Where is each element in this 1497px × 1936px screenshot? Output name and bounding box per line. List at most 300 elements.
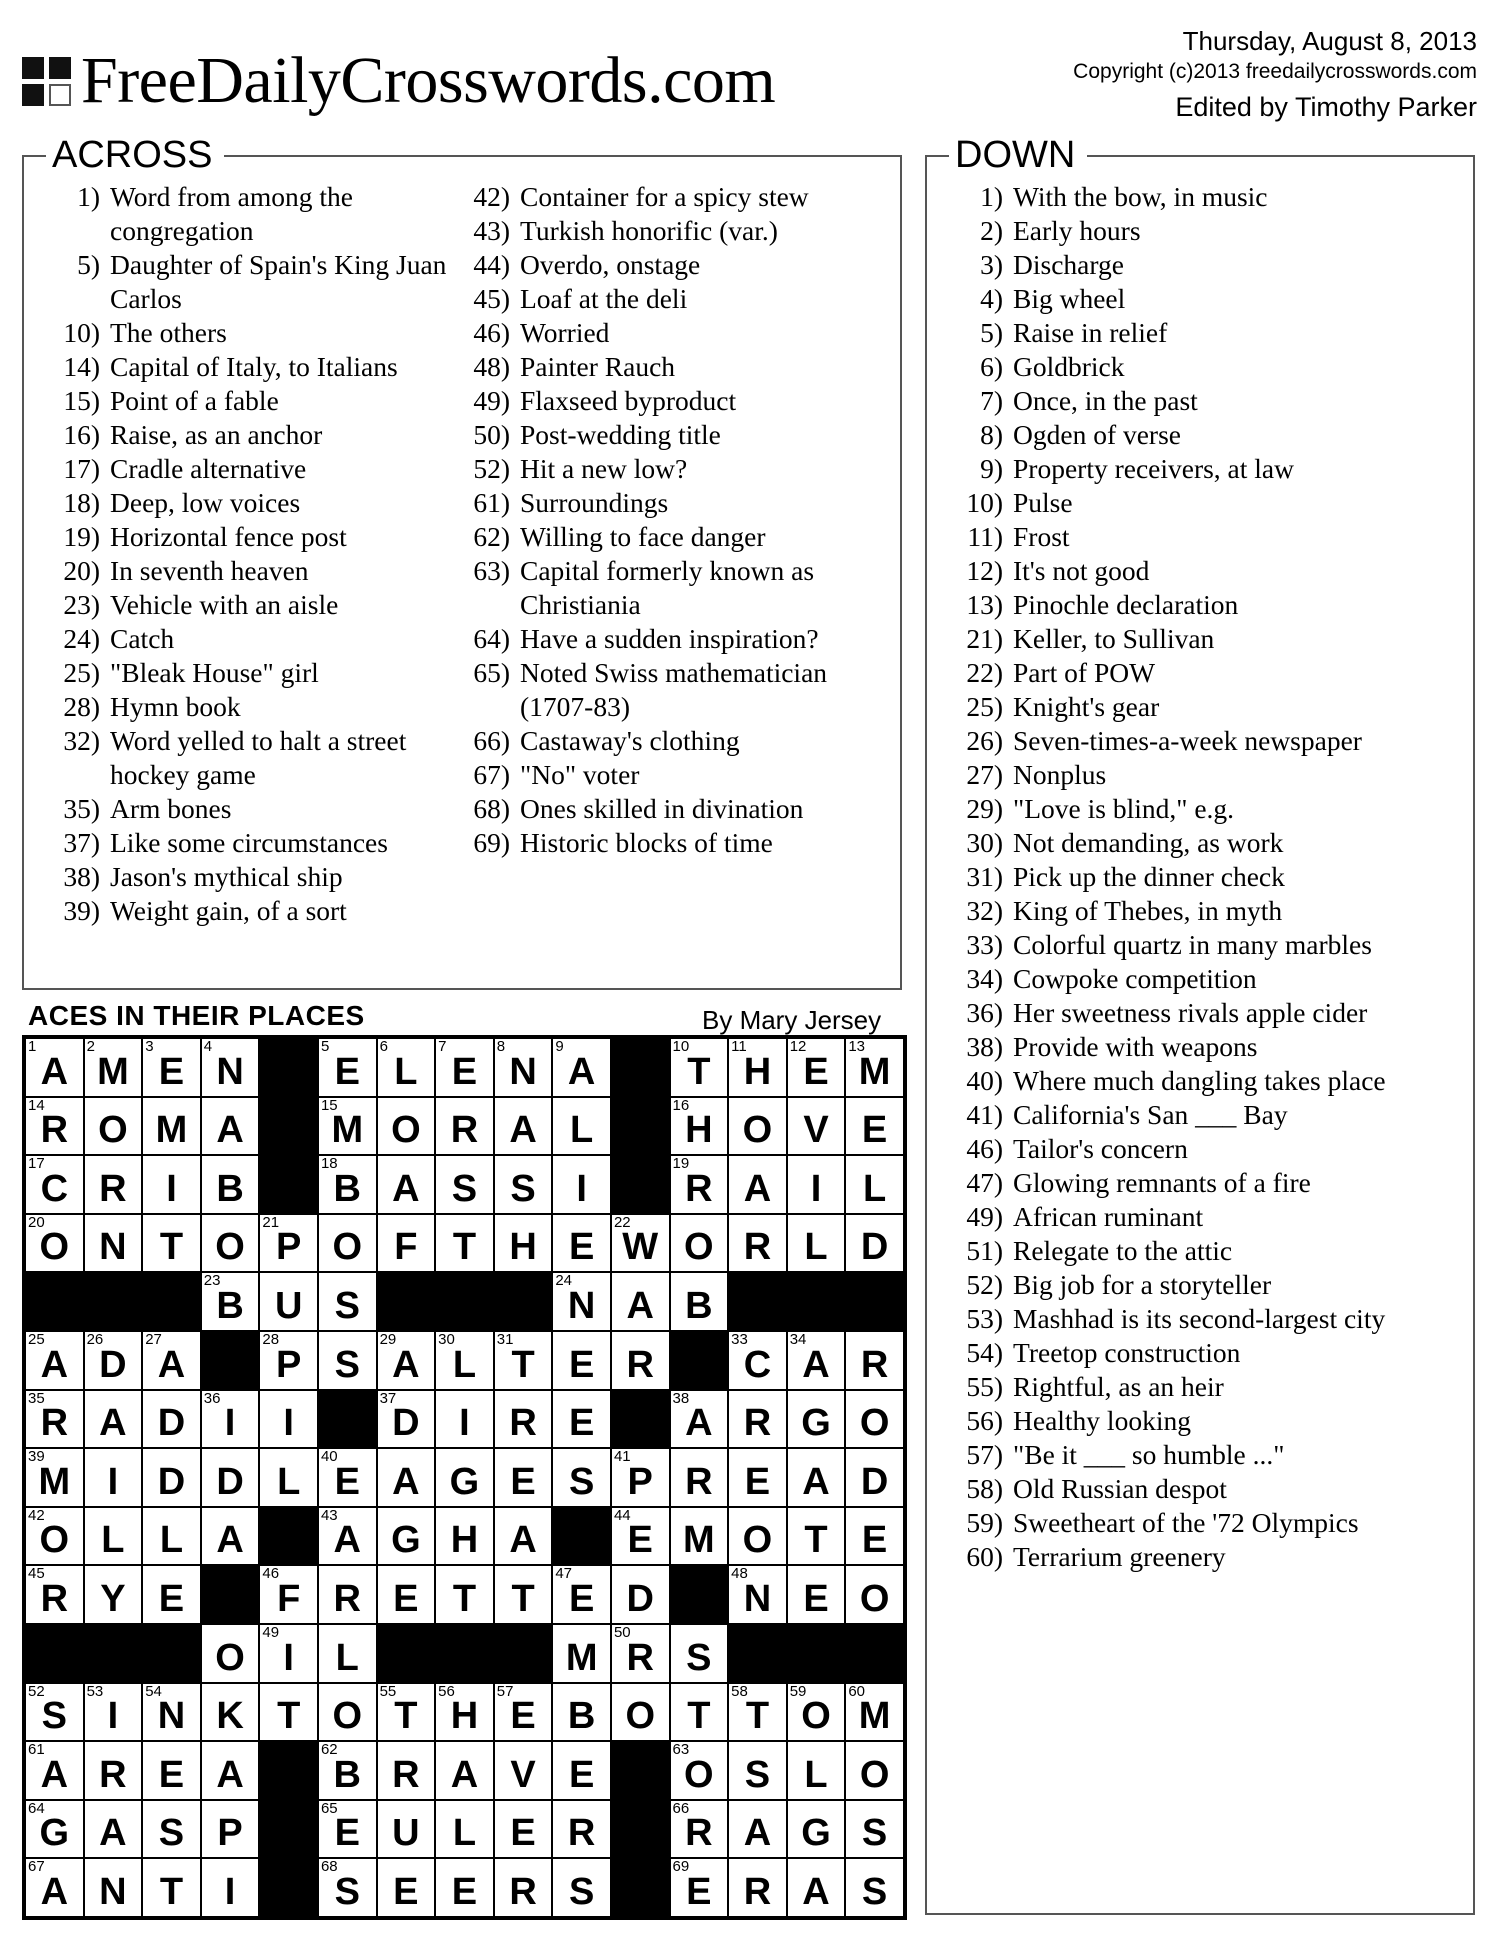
grid-cell[interactable]	[728, 1507, 787, 1566]
grid-cell[interactable]	[845, 1155, 904, 1214]
grid-cell[interactable]	[201, 1272, 260, 1331]
clue-item	[34, 894, 454, 928]
cell-letter: A	[157, 1343, 186, 1386]
clue-item	[937, 928, 1467, 962]
grid-cell[interactable]	[552, 1565, 611, 1624]
grid-cell[interactable]	[201, 1390, 260, 1449]
grid-cell[interactable]	[552, 1683, 611, 1742]
grid-cell[interactable]	[435, 1097, 494, 1156]
grid-cell[interactable]	[845, 1800, 904, 1859]
clue-text: It's not good	[1013, 555, 1150, 586]
grid-cell[interactable]	[494, 1214, 553, 1273]
grid-cell[interactable]	[494, 1155, 553, 1214]
grid-cell[interactable]	[377, 1741, 436, 1800]
grid-black-square	[494, 1272, 553, 1331]
grid-cell[interactable]	[84, 1507, 143, 1566]
grid-cell[interactable]	[670, 1800, 729, 1859]
grid-cell[interactable]	[611, 1507, 670, 1566]
cell-letter: U	[392, 1812, 420, 1855]
cell-letter: O	[859, 1402, 890, 1445]
grid-cell[interactable]	[845, 1858, 904, 1917]
grid-cell[interactable]	[201, 1624, 260, 1683]
grid-cell[interactable]	[84, 1097, 143, 1156]
grid-cell[interactable]	[845, 1097, 904, 1156]
grid-cell[interactable]	[25, 1097, 84, 1156]
grid-cell[interactable]	[377, 1038, 436, 1097]
clue-text: Part of POW	[1013, 657, 1156, 688]
grid-cell[interactable]	[201, 1097, 260, 1156]
cell-letter: R	[743, 1402, 772, 1445]
grid-cell[interactable]	[787, 1741, 846, 1800]
grid-cell[interactable]	[318, 1331, 377, 1390]
grid-cell[interactable]	[552, 1800, 611, 1859]
cell-number: 8	[496, 1038, 506, 1055]
grid-cell[interactable]	[670, 1741, 729, 1800]
cell-letter: O	[859, 1753, 890, 1796]
cell-letter: O	[742, 1109, 773, 1152]
grid-cell[interactable]	[84, 1565, 143, 1624]
cell-letter: R	[392, 1753, 420, 1796]
grid-cell[interactable]	[435, 1331, 494, 1390]
cell-number: 60	[848, 1682, 865, 1700]
grid-cell[interactable]	[377, 1214, 436, 1273]
grid-cell[interactable]	[728, 1331, 787, 1390]
grid-cell[interactable]	[318, 1448, 377, 1507]
grid-cell[interactable]	[318, 1858, 377, 1917]
grid-cell[interactable]	[611, 1624, 670, 1683]
grid-cell[interactable]	[84, 1800, 143, 1859]
clue-text: The others	[110, 317, 227, 348]
grid-cell[interactable]	[787, 1565, 846, 1624]
grid-cell[interactable]	[787, 1507, 846, 1566]
grid-cell[interactable]	[494, 1565, 553, 1624]
grid-cell[interactable]	[552, 1858, 611, 1917]
grid-cell[interactable]	[611, 1683, 670, 1742]
grid-cell[interactable]	[142, 1448, 201, 1507]
grid-cell[interactable]	[670, 1858, 729, 1917]
clue-number: 5)	[980, 317, 1003, 348]
grid-cell[interactable]	[318, 1214, 377, 1273]
cell-number: 53	[86, 1682, 104, 1700]
grid-cell[interactable]	[728, 1800, 787, 1859]
grid-cell[interactable]	[552, 1097, 611, 1156]
grid-cell[interactable]	[25, 1565, 84, 1624]
grid-cell[interactable]	[728, 1565, 787, 1624]
grid-cell[interactable]	[728, 1858, 787, 1917]
grid-cell[interactable]	[435, 1858, 494, 1917]
cell-letter: B	[685, 1284, 713, 1327]
clue-item	[937, 1540, 1467, 1574]
across-column-1	[34, 180, 454, 928]
grid-cell[interactable]	[377, 1565, 436, 1624]
grid-cell[interactable]	[377, 1155, 436, 1214]
grid-cell[interactable]	[142, 1038, 201, 1097]
cell-letter: L	[570, 1109, 594, 1152]
cell-letter: A	[216, 1109, 244, 1152]
grid-cell[interactable]	[728, 1448, 787, 1507]
cell-letter: L	[863, 1167, 887, 1210]
grid-cell[interactable]	[318, 1507, 377, 1566]
grid-cell[interactable]	[552, 1331, 611, 1390]
clue-number: 36)	[966, 997, 1003, 1028]
grid-cell[interactable]	[494, 1741, 553, 1800]
grid-cell[interactable]	[259, 1331, 318, 1390]
grid-cell[interactable]	[25, 1800, 84, 1859]
grid-cell[interactable]	[845, 1507, 904, 1566]
cell-number: 65	[320, 1799, 338, 1817]
clue-text: Glowing remnants of a fire	[1013, 1167, 1311, 1198]
clue-text: Terrarium greenery	[1013, 1541, 1226, 1572]
grid-cell[interactable]	[670, 1097, 729, 1156]
grid-cell[interactable]	[611, 1214, 670, 1273]
cell-letter: L	[452, 1812, 477, 1855]
grid-cell[interactable]	[787, 1214, 846, 1273]
clue-text: Where much dangling takes place	[1013, 1065, 1386, 1096]
grid-cell[interactable]	[728, 1038, 787, 1097]
cell-letter: O	[684, 1753, 714, 1796]
grid-cell[interactable]	[142, 1741, 201, 1800]
grid-cell[interactable]	[84, 1741, 143, 1800]
cell-letter: E	[510, 1695, 536, 1738]
grid-cell[interactable]	[142, 1390, 201, 1449]
grid-cell[interactable]	[259, 1214, 318, 1273]
grid-cell[interactable]	[494, 1038, 553, 1097]
grid-cell[interactable]	[845, 1038, 904, 1097]
grid-cell[interactable]	[670, 1390, 729, 1449]
grid-cell[interactable]	[259, 1683, 318, 1742]
grid-cell[interactable]	[259, 1448, 318, 1507]
cell-number: 4	[203, 1038, 213, 1055]
grid-cell[interactable]	[494, 1097, 553, 1156]
grid-cell[interactable]	[84, 1683, 143, 1742]
grid-cell[interactable]	[728, 1741, 787, 1800]
cell-letter: E	[334, 1812, 360, 1855]
grid-cell[interactable]	[787, 1155, 846, 1214]
clue-item	[34, 792, 454, 826]
grid-cell[interactable]	[142, 1331, 201, 1390]
grid-cell[interactable]	[435, 1741, 494, 1800]
grid-cell[interactable]	[201, 1741, 260, 1800]
grid-cell[interactable]	[84, 1038, 143, 1097]
grid-cell[interactable]	[25, 1858, 84, 1917]
grid-cell[interactable]	[670, 1214, 729, 1273]
grid-cell[interactable]	[201, 1507, 260, 1566]
clue-text: Once, in the past	[1013, 385, 1198, 416]
clue-item	[937, 180, 1467, 214]
clue-item	[937, 894, 1467, 928]
cell-number: 58	[731, 1682, 748, 1700]
grid-cell[interactable]	[552, 1214, 611, 1273]
grid-cell[interactable]	[201, 1858, 260, 1917]
grid-cell[interactable]	[670, 1155, 729, 1214]
grid-cell[interactable]	[670, 1507, 729, 1566]
grid-black-square	[611, 1858, 670, 1917]
cell-letter: T	[159, 1226, 184, 1269]
grid-cell[interactable]	[552, 1390, 611, 1449]
grid-cell[interactable]	[318, 1565, 377, 1624]
grid-cell[interactable]	[494, 1331, 553, 1390]
clue-number: 8)	[980, 419, 1003, 450]
grid-cell[interactable]	[552, 1272, 611, 1331]
clue-text: Not demanding, as work	[1013, 827, 1284, 858]
clue-item	[937, 520, 1467, 554]
grid-cell[interactable]	[611, 1565, 670, 1624]
clue-text: Raise, as an anchor	[110, 419, 323, 450]
grid-cell[interactable]	[25, 1507, 84, 1566]
grid-cell[interactable]	[552, 1741, 611, 1800]
grid-cell[interactable]	[84, 1390, 143, 1449]
grid-black-square	[259, 1858, 318, 1917]
grid-black-square	[670, 1565, 729, 1624]
grid-cell[interactable]	[787, 1097, 846, 1156]
cell-letter: U	[274, 1284, 303, 1327]
grid-cell[interactable]	[435, 1390, 494, 1449]
cell-letter: L	[335, 1636, 359, 1679]
clue-text: Goldbrick	[1013, 351, 1125, 382]
grid-cell[interactable]	[435, 1038, 494, 1097]
grid-cell[interactable]	[845, 1741, 904, 1800]
grid-cell[interactable]	[318, 1155, 377, 1214]
cell-letter: R	[685, 1167, 713, 1210]
clue-text: Rightful, as an heir	[1013, 1371, 1224, 1402]
grid-cell[interactable]	[84, 1858, 143, 1917]
grid-cell[interactable]	[552, 1624, 611, 1683]
grid-cell[interactable]	[377, 1800, 436, 1859]
grid-cell[interactable]	[494, 1390, 553, 1449]
grid-cell[interactable]	[318, 1800, 377, 1859]
grid-cell[interactable]	[787, 1390, 846, 1449]
grid-cell[interactable]	[787, 1858, 846, 1917]
grid-cell[interactable]	[201, 1800, 260, 1859]
grid-cell[interactable]	[845, 1683, 904, 1742]
cell-number: 49	[262, 1623, 280, 1641]
clue-text: Healthy looking	[1013, 1405, 1191, 1436]
clue-number: 20)	[63, 555, 100, 586]
clue-number: 30)	[966, 827, 1003, 858]
grid-cell[interactable]	[142, 1683, 201, 1742]
cell-number: 18	[320, 1155, 338, 1173]
grid-cell[interactable]	[670, 1272, 729, 1331]
clue-item	[34, 350, 454, 384]
clue-number: 66)	[473, 725, 510, 756]
grid-black-square	[611, 1390, 670, 1449]
grid-cell[interactable]	[318, 1624, 377, 1683]
cell-letter: T	[511, 1577, 535, 1620]
grid-cell[interactable]	[670, 1448, 729, 1507]
grid-cell[interactable]	[25, 1390, 84, 1449]
grid-cell[interactable]	[25, 1448, 84, 1507]
grid-cell[interactable]	[377, 1448, 436, 1507]
grid-cell[interactable]	[728, 1683, 787, 1742]
grid-cell[interactable]	[318, 1741, 377, 1800]
grid-cell[interactable]	[435, 1800, 494, 1859]
grid-cell[interactable]	[728, 1155, 787, 1214]
grid-cell[interactable]	[259, 1390, 318, 1449]
cell-letter: T	[277, 1695, 301, 1738]
grid-cell[interactable]	[201, 1038, 260, 1097]
grid-cell[interactable]	[201, 1683, 260, 1742]
grid-cell[interactable]	[377, 1683, 436, 1742]
grid-cell[interactable]	[611, 1448, 670, 1507]
cell-letter: P	[275, 1343, 302, 1386]
cell-number: 35	[28, 1389, 45, 1407]
cell-letter: A	[392, 1460, 420, 1503]
clue-text: Daughter of Spain's King Juan Carlos	[110, 249, 447, 314]
grid-cell[interactable]	[787, 1038, 846, 1097]
grid-cell[interactable]	[201, 1214, 260, 1273]
grid-cell[interactable]	[318, 1272, 377, 1331]
grid-cell[interactable]	[377, 1858, 436, 1917]
grid-cell[interactable]	[259, 1272, 318, 1331]
grid-cell[interactable]	[25, 1155, 84, 1214]
grid-cell[interactable]	[787, 1448, 846, 1507]
grid-cell[interactable]	[142, 1507, 201, 1566]
clue-number: 33)	[966, 929, 1003, 960]
grid-cell[interactable]	[494, 1448, 553, 1507]
grid-cell[interactable]	[142, 1097, 201, 1156]
grid-black-square	[787, 1624, 846, 1683]
grid-cell[interactable]	[552, 1155, 611, 1214]
grid-cell[interactable]	[435, 1448, 494, 1507]
grid-cell[interactable]	[728, 1214, 787, 1273]
cell-letter: L	[101, 1519, 125, 1562]
clue-item	[937, 384, 1467, 418]
grid-cell[interactable]	[318, 1683, 377, 1742]
cell-letter: O	[742, 1519, 773, 1562]
cell-letter: D	[157, 1402, 186, 1445]
grid-cell[interactable]	[728, 1097, 787, 1156]
grid-cell[interactable]	[787, 1683, 846, 1742]
cell-letter: S	[861, 1812, 888, 1855]
grid-cell[interactable]	[259, 1624, 318, 1683]
clue-item	[937, 588, 1467, 622]
clue-number: 58)	[966, 1473, 1003, 1504]
clue-number: 29)	[966, 793, 1003, 824]
grid-cell[interactable]	[670, 1624, 729, 1683]
cell-letter: R	[40, 1402, 69, 1445]
grid-cell[interactable]	[670, 1683, 729, 1742]
grid-cell[interactable]	[377, 1331, 436, 1390]
grid-cell[interactable]	[25, 1331, 84, 1390]
grid-cell[interactable]	[142, 1800, 201, 1859]
grid-cell[interactable]	[84, 1155, 143, 1214]
grid-cell[interactable]	[435, 1565, 494, 1624]
grid-cell[interactable]	[84, 1331, 143, 1390]
cell-letter: G	[801, 1402, 831, 1445]
cell-letter: I	[107, 1695, 119, 1738]
grid-cell[interactable]	[84, 1214, 143, 1273]
cell-letter: S	[451, 1167, 478, 1210]
grid-cell[interactable]	[494, 1858, 553, 1917]
clue-number: 24)	[63, 623, 100, 654]
grid-cell[interactable]	[25, 1214, 84, 1273]
grid-cell[interactable]	[845, 1448, 904, 1507]
grid-cell[interactable]	[494, 1800, 553, 1859]
cell-letter: A	[626, 1284, 654, 1327]
clue-text: "No" voter	[520, 759, 640, 790]
down-heading: DOWN	[949, 135, 1087, 175]
grid-cell[interactable]	[611, 1272, 670, 1331]
clue-number: 32)	[966, 895, 1003, 926]
grid-cell[interactable]	[377, 1390, 436, 1449]
clue-text: Mashhad is its second-largest city	[1013, 1303, 1386, 1334]
grid-black-square	[552, 1507, 611, 1566]
cell-letter: A	[392, 1167, 420, 1210]
cell-number: 43	[320, 1506, 338, 1524]
cell-letter: M	[155, 1109, 188, 1152]
cell-letter: E	[158, 1753, 185, 1796]
clue-item	[444, 452, 894, 486]
grid-cell[interactable]	[787, 1331, 846, 1390]
clue-item	[937, 486, 1467, 520]
cell-letter: B	[333, 1753, 361, 1796]
clue-item	[444, 180, 894, 214]
cell-letter: E	[510, 1812, 536, 1855]
grid-cell[interactable]	[25, 1741, 84, 1800]
clue-text: Property receivers, at law	[1013, 453, 1294, 484]
grid-cell[interactable]	[377, 1097, 436, 1156]
grid-cell[interactable]	[201, 1448, 260, 1507]
clue-item	[444, 418, 894, 452]
clue-number: 25)	[966, 691, 1003, 722]
grid-cell[interactable]	[142, 1155, 201, 1214]
grid-cell[interactable]	[142, 1858, 201, 1917]
grid-black-square	[494, 1624, 553, 1683]
clue-number: 16)	[63, 419, 100, 450]
grid-cell[interactable]	[142, 1565, 201, 1624]
grid-cell[interactable]	[84, 1448, 143, 1507]
grid-cell[interactable]	[494, 1683, 553, 1742]
clue-text: Discharge	[1013, 249, 1124, 280]
grid-cell[interactable]	[318, 1097, 377, 1156]
grid-cell[interactable]	[552, 1038, 611, 1097]
grid-cell[interactable]	[494, 1507, 553, 1566]
grid-cell[interactable]	[201, 1155, 260, 1214]
clue-item	[444, 758, 894, 792]
grid-cell[interactable]	[25, 1038, 84, 1097]
cell-letter: H	[509, 1226, 537, 1269]
grid-cell[interactable]	[552, 1448, 611, 1507]
grid-cell[interactable]	[318, 1038, 377, 1097]
clue-item	[34, 724, 454, 792]
cell-letter: I	[810, 1167, 822, 1210]
grid-cell[interactable]	[845, 1565, 904, 1624]
grid-cell[interactable]	[435, 1507, 494, 1566]
grid-cell[interactable]	[142, 1214, 201, 1273]
clue-item	[34, 554, 454, 588]
cell-letter: T	[511, 1343, 535, 1386]
clue-item	[937, 1098, 1467, 1132]
grid-cell[interactable]	[845, 1214, 904, 1273]
grid-cell[interactable]	[728, 1390, 787, 1449]
grid-cell[interactable]	[377, 1507, 436, 1566]
grid-cell[interactable]	[259, 1565, 318, 1624]
cell-letter: E	[334, 1460, 360, 1503]
grid-cell[interactable]	[435, 1155, 494, 1214]
grid-cell[interactable]	[845, 1331, 904, 1390]
cell-letter: F	[277, 1577, 301, 1620]
grid-cell[interactable]	[435, 1683, 494, 1742]
grid-cell[interactable]	[787, 1800, 846, 1859]
grid-cell[interactable]	[670, 1038, 729, 1097]
grid-cell[interactable]	[611, 1331, 670, 1390]
grid-cell[interactable]	[25, 1683, 84, 1742]
clue-number: 52)	[473, 453, 510, 484]
grid-cell[interactable]	[435, 1214, 494, 1273]
clue-item	[937, 792, 1467, 826]
cell-number: 64	[28, 1799, 45, 1817]
grid-cell[interactable]	[845, 1390, 904, 1449]
